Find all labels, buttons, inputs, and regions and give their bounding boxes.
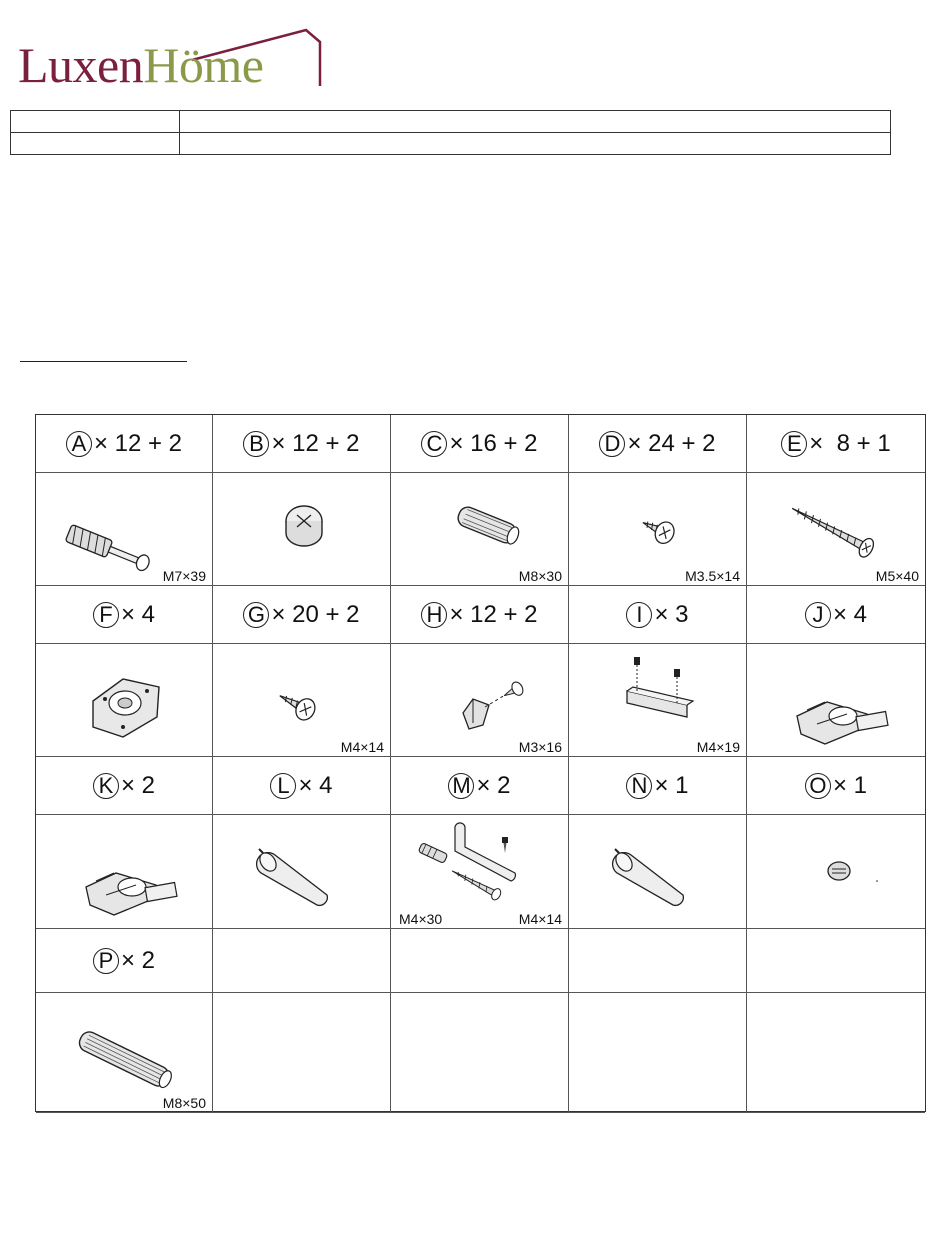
part-image-cell bbox=[747, 993, 925, 1113]
part-size-label-secondary: M4×30 bbox=[399, 911, 443, 927]
part-quantity: × 1 bbox=[832, 771, 868, 799]
tapered-leg-icon bbox=[257, 849, 328, 905]
part-letter-badge: H bbox=[421, 602, 447, 628]
tapered-leg-icon bbox=[613, 849, 684, 905]
part-size-label: M4×14 bbox=[518, 911, 562, 927]
part-label bbox=[243, 431, 359, 457]
part-quantity: × 16 + 2 bbox=[449, 429, 538, 457]
part-label bbox=[599, 431, 715, 457]
part-letter-badge: G bbox=[243, 602, 269, 628]
part-label bbox=[805, 773, 867, 799]
part-label bbox=[781, 431, 890, 457]
info-value-cell bbox=[180, 133, 891, 155]
part-label-cell bbox=[213, 757, 391, 815]
tapered-leg-icon bbox=[213, 815, 391, 929]
hinge-icon bbox=[36, 815, 213, 929]
part-label-cell bbox=[569, 415, 747, 473]
part-label-cell bbox=[36, 757, 213, 815]
part-label-cell bbox=[569, 929, 747, 993]
part-size-label: M4×19 bbox=[696, 739, 740, 755]
part-letter-badge: F bbox=[93, 602, 119, 628]
part-label-cell bbox=[36, 929, 213, 993]
part-image-cell bbox=[747, 815, 925, 929]
part-quantity: × 8 + 1 bbox=[809, 429, 891, 457]
part-size-label: M4×14 bbox=[340, 739, 384, 755]
part-label-cell bbox=[36, 586, 213, 644]
part-label bbox=[93, 773, 155, 799]
part-image-cell bbox=[36, 993, 213, 1113]
part-image-cell bbox=[36, 644, 213, 757]
part-image-cell bbox=[36, 473, 213, 586]
part-image-cell bbox=[213, 644, 391, 757]
part-letter-badge: C bbox=[421, 431, 447, 457]
part-size-label: M3×16 bbox=[518, 739, 562, 755]
part-image-cell bbox=[569, 993, 747, 1113]
part-letter-badge: J bbox=[805, 602, 831, 628]
part-label-cell bbox=[747, 415, 925, 473]
part-letter-badge: L bbox=[270, 773, 296, 799]
part-label bbox=[421, 602, 537, 628]
part-label bbox=[93, 948, 155, 974]
part-size-label: M5×40 bbox=[875, 568, 919, 584]
part-letter-badge: A bbox=[66, 431, 92, 457]
part-label-cell bbox=[391, 757, 569, 815]
part-label-cell bbox=[747, 757, 925, 815]
part-image-cell bbox=[213, 993, 391, 1113]
part-image-cell bbox=[747, 644, 925, 757]
part-image-cell bbox=[391, 993, 569, 1113]
logo-word-luxen: Luxen bbox=[18, 37, 144, 93]
part-quantity: × 12 + 2 bbox=[449, 600, 538, 628]
part-label-cell bbox=[213, 415, 391, 473]
part-label bbox=[270, 773, 332, 799]
part-label-cell bbox=[391, 586, 569, 644]
part-image-cell bbox=[569, 644, 747, 757]
part-quantity: × 4 bbox=[298, 771, 333, 799]
part-label bbox=[805, 602, 867, 628]
long-dowel-icon bbox=[76, 1029, 174, 1090]
part-size-label: M8×50 bbox=[162, 1095, 206, 1111]
part-letter-badge: E bbox=[781, 431, 807, 457]
hinge-icon bbox=[86, 873, 177, 915]
part-quantity: × 12 + 2 bbox=[271, 429, 360, 457]
part-label-cell bbox=[36, 415, 213, 473]
part-quantity: × 12 + 2 bbox=[93, 429, 183, 457]
part-image-cell bbox=[747, 473, 925, 586]
part-quantity: × 2 bbox=[476, 771, 511, 799]
section-heading-rule bbox=[20, 361, 187, 362]
part-label bbox=[626, 602, 688, 628]
part-letter-badge: O bbox=[805, 773, 831, 799]
part-image-cell bbox=[213, 815, 391, 929]
part-size-label: M7×39 bbox=[162, 568, 206, 584]
logo-wordmark bbox=[18, 37, 264, 93]
part-quantity: × 2 bbox=[120, 946, 156, 974]
part-quantity: × 3 bbox=[654, 600, 689, 628]
info-row bbox=[11, 133, 891, 155]
part-label-cell bbox=[747, 586, 925, 644]
part-image-cell bbox=[391, 644, 569, 757]
part-size-label: M3.5×14 bbox=[685, 568, 740, 584]
part-label-cell bbox=[391, 415, 569, 473]
part-image-cell bbox=[391, 473, 569, 586]
part-label bbox=[93, 602, 155, 628]
part-letter-badge: P bbox=[93, 948, 119, 974]
part-quantity: × 2 bbox=[120, 771, 156, 799]
part-size-label: M8×30 bbox=[518, 568, 562, 584]
part-letter-badge: B bbox=[243, 431, 269, 457]
part-letter-badge: I bbox=[626, 602, 652, 628]
part-label-cell bbox=[569, 757, 747, 815]
cam-lock-icon bbox=[213, 473, 391, 586]
part-image-cell bbox=[569, 815, 747, 929]
logo-word-home: Höme bbox=[143, 37, 264, 93]
part-label-cell bbox=[391, 929, 569, 993]
part-image-cell bbox=[569, 473, 747, 586]
info-label-cell bbox=[11, 133, 180, 155]
part-label-cell bbox=[569, 586, 747, 644]
part-image-cell bbox=[36, 815, 213, 929]
part-label-cell bbox=[747, 929, 925, 993]
knob-icon bbox=[747, 815, 925, 929]
tapered-leg-icon bbox=[569, 815, 747, 929]
part-quantity: × 1 bbox=[654, 771, 689, 799]
part-quantity: × 4 bbox=[832, 600, 868, 628]
part-label bbox=[626, 773, 688, 799]
product-info-table bbox=[10, 110, 891, 155]
part-letter-badge: K bbox=[93, 773, 119, 799]
part-letter-badge: N bbox=[626, 773, 652, 799]
part-label-cell bbox=[213, 586, 391, 644]
part-letter-badge: M bbox=[448, 773, 474, 799]
part-label bbox=[421, 431, 537, 457]
part-letter-badge: D bbox=[599, 431, 625, 457]
hardware-parts-grid bbox=[35, 414, 926, 1112]
part-label bbox=[243, 602, 359, 628]
mounting-plate-icon bbox=[36, 644, 213, 757]
info-row bbox=[11, 111, 891, 133]
part-label-cell bbox=[213, 929, 391, 993]
info-label-cell bbox=[11, 111, 180, 133]
hinge-icon bbox=[747, 644, 925, 757]
part-quantity: × 24 + 2 bbox=[627, 429, 716, 457]
part-image-cell bbox=[391, 815, 569, 929]
wall-anchor-kit-icon bbox=[418, 823, 515, 902]
hinge-icon bbox=[797, 702, 888, 744]
brand-logo bbox=[18, 28, 328, 94]
part-image-cell bbox=[213, 473, 391, 586]
part-label bbox=[66, 431, 182, 457]
part-quantity: × 20 + 2 bbox=[271, 600, 360, 628]
knob-icon bbox=[828, 862, 878, 882]
part-quantity: × 4 bbox=[120, 600, 156, 628]
info-value-cell bbox=[180, 111, 891, 133]
part-label bbox=[448, 773, 510, 799]
